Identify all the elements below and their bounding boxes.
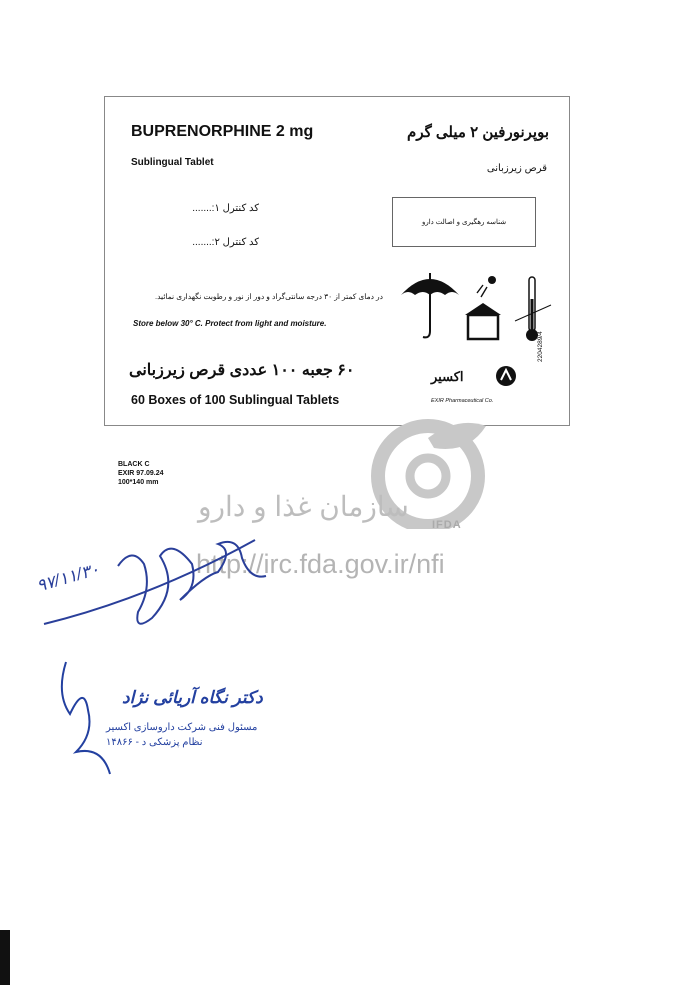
product-title-en: BUPRENORPHINE 2 mg (131, 123, 314, 140)
thermometer-icon (515, 277, 551, 341)
stamp-signature (54, 654, 124, 784)
watermark-org-name: سازمان غذا و دارو (198, 491, 409, 522)
dosage-form-fa: قرص زیرزبانی (486, 163, 547, 174)
label-code: 2204289/4 (537, 331, 544, 362)
storage-icons (395, 265, 555, 345)
print-color: BLACK C (118, 461, 150, 468)
watermark-url: http://irc.fda.gov.ir/nfi (196, 549, 445, 579)
stamp-title: مسئول فنی شرکت داروسازی اکسیر (106, 722, 258, 733)
dosage-form-en: Sublingual Tablet (131, 157, 214, 168)
ifda-logo-text: IFDA (432, 519, 462, 531)
pack-size-en: 60 Boxes of 100 Sublingual Tablets (131, 393, 340, 407)
control-code-2: کد کنترل ۲:....... (192, 237, 259, 248)
exir-logo-icon (495, 365, 517, 387)
tracking-code-label: شناسه رهگیری و اصالت دارو (421, 219, 507, 226)
tracking-code-box (392, 197, 536, 247)
print-size: 100*140 mm (118, 479, 159, 486)
product-label (104, 96, 570, 426)
storage-instructions-en: Store below 30° C. Protect from light and moisture. (133, 319, 327, 328)
pack-size-fa: ۶۰ جعبه ۱۰۰ عددی قرص زیرزبانی (129, 362, 355, 379)
box-sun-icon (465, 276, 501, 339)
umbrella-icon (401, 273, 459, 337)
manufacturer-name-en: EXIR Pharmaceutical Co. (431, 398, 494, 404)
product-title-fa: بوپرنورفین ۲ میلی گرم (407, 124, 549, 141)
storage-instructions-fa: در دمای کمتر از ۳۰ درجه سانتی‌گراد و دور از نور و رطوبت نگهداری نمائید. (155, 292, 383, 301)
stamp-license-number: نظام پزشکی د - ۱۴۸۶۶ (106, 737, 203, 748)
stamp-pharmacist-name: دکتر نگاه آریائی نژاد (122, 688, 263, 707)
scan-edge-mark (0, 930, 10, 985)
print-revision: EXIR 97.09.24 (118, 470, 164, 477)
handwritten-date: ۹۷/۱۱/۳۰ (34, 559, 102, 596)
manufacturer-logo-fa: اکسیر (431, 369, 464, 384)
control-code-1: کد کنترل ۱:....... (192, 203, 259, 214)
